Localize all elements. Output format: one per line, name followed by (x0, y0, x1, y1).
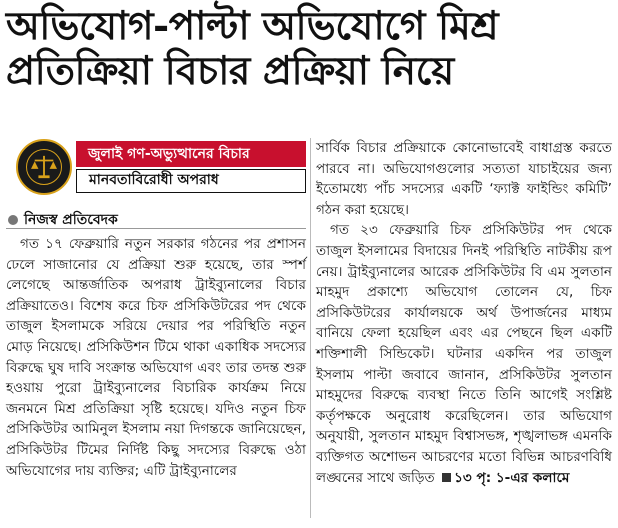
bullet-dot-icon (8, 215, 18, 225)
article-column-1 (6, 234, 306, 481)
continuation-label: ১৩ পৃ: ১-এর কলামে (454, 469, 570, 486)
article-paragraph: গত ১৭ ফেব্রুয়ারি নতুন সরকার গঠনের পর প্রশাসন ঢেলে সাজানোর যে প্রক্রিয়া শুরু হয়েছে, তার স্পর্শ লেগেছে আন্তর্জাতিক অপরাধ ট্রাইব্যুনালের বিচার প্রক্রিয়াতেও। বিশেষ করে চিফ প্রসিকিউটরের পদ থেকে তাজুল ইসলামকে সরিয়ে দেয়ার পর পরিস্থিতি নতুন মোড় নিয়েছে। প্রসিকিউশন টিমে থাকা একাধিক সদস্যের বিরুদ্ধে ঘুষ দাবি সংক্রান্ত অভিযোগ এবং তার তদন্ত শুরু হওয়ায় পুরো ট্রাইব্যুনালের বিচারিক কার্যক্রম নিয়ে জনমনে মিশ্র প্রতিক্রিয়া সৃষ্টি হয়েছে। যদিও নতুন চিফ প্রসিকিউটর আমিনুল ইসলাম নয়া দিগন্তকে জানিয়েছেন, প্রসিকিউটর টিমের নির্দিষ্ট কিছু সদস্যের বিরুদ্ধে ওঠা অভিযোগের দায় ব্যক্তির; এটি ট্রাইব্যুনালের (6, 236, 306, 479)
continuation-square-icon (442, 473, 451, 482)
headline-line-1: অভিযোগ-পাল্টা অভিযোগে মিশ্র (6, 3, 499, 49)
banner-black-label: মানবতাবিরোধী অপরাধ (76, 169, 306, 193)
byline-text: নিজস্ব প্রতিবেদক (24, 212, 118, 228)
article-paragraph (316, 220, 612, 488)
tribunal-seal-icon (16, 139, 72, 195)
banner-red-label: জুলাই গণ-অভ্যুত্থানের বিচার (76, 141, 306, 167)
article-paragraph-text: গত ২৩ ফেব্রুয়ারি চিফ প্রসিকিউটর পদ থেকে তাজুল ইসলামের বিদায়ের দিনই পরিস্থিতি নাটকীয় রূপ নেয়। ট্রাইব্যুনালের আরেক প্রসিকিউটর বি এম সুলতান মাহমুদ প্রকাশ্যে অভিযোগ তোলেন যে, চিফ প্রসিকিউটরের কার্যালয়কে অর্থ উপার্জনের মাধ্যম বানিয়ে ফেলা হয়েছিল এবং এর পেছনে ছিল একটি শক্তিশালী সিন্ডিকেট। ঘটনার একদিন পর তাজুল ইসলাম পাল্টা জবাবে জানান, প্রসিকিউটর সুলতান মাহমুদের বিরুদ্ধে ব্যবস্থা নিতে তিনি আগেই সংশ্লিষ্ট কর্তৃপক্ষকে অনুরোধ করেছিলেন। তার অভিযোগ অনুযায়ী, সুলতান মাহমুদ বিশ্বাসভঙ্গ, শৃঙ্খলাভঙ্গ এমনকি ব্যক্তিগত অশোভন আচরণের মতো বিভিন্ন আচরণবিধি লঙ্ঘনের সাথে জড়িত (316, 222, 612, 486)
headline (6, 4, 612, 94)
column-divider (310, 138, 311, 518)
headline-line-2: প্রতিক্রিয়া বিচার প্রক্রিয়া নিয়ে (6, 48, 454, 94)
section-banner (6, 139, 306, 197)
article-paragraph: সার্বিক বিচার প্রক্রিয়াকে কোনোভাবেই বাধাগ্রস্ত করতে পারবে না। অভিযোগগুলোর সত্যতা যাচাইয়ের জন্য ইতোমধ্যে পাঁচ সদস্যের একটি ‘ফ্যাক্ট ফাইন্ডিং কমিটি’ গঠন করা হয়েছে। (316, 140, 612, 218)
byline-divider (6, 228, 306, 229)
article-column-2 (316, 138, 612, 488)
